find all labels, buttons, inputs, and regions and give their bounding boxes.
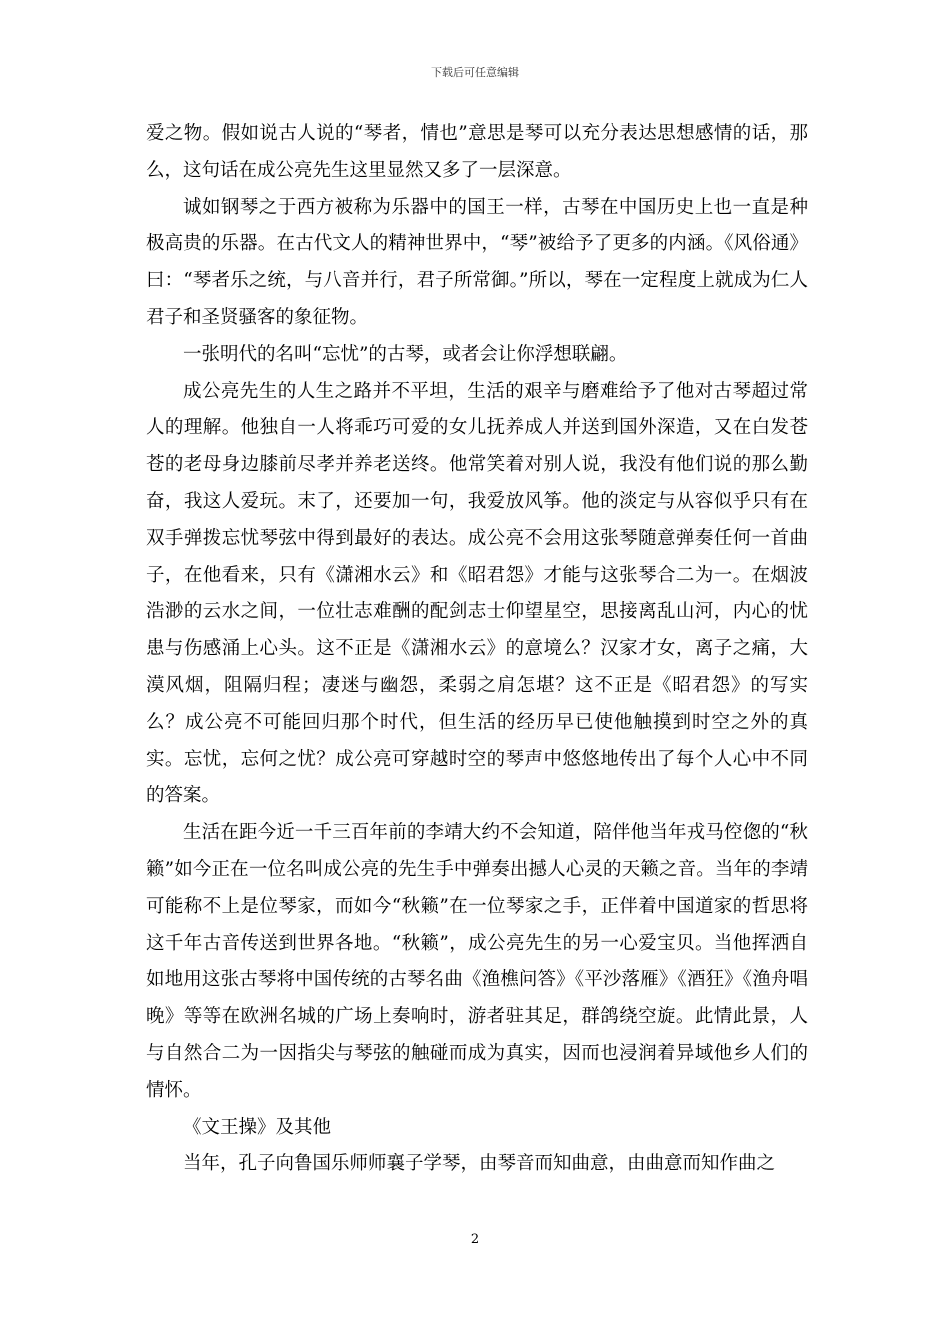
paragraph-6: 当年，孔子向鲁国乐师师襄子学琴，由琴音而知曲意，由曲意而知作曲之 bbox=[183, 1153, 776, 1175]
page-header: 下载后可任意编辑 bbox=[431, 66, 519, 79]
paragraph-3: 一张明代的名叫“忘忧”的古琴，或者会让你浮想联翩。 bbox=[183, 343, 628, 365]
paragraph-1: 爱之物。假如说古人说的“琴者，情也”意思是琴可以充分表达思想感情的话，那么，这句话在成公亮先生这里显然又多了一层深意。 bbox=[146, 123, 808, 181]
section-heading: 《文王操》及其他 bbox=[183, 1116, 332, 1138]
document-body bbox=[146, 116, 808, 1183]
paragraph-4: 成公亮先生的人生之路并不平坦，生活的艰辛与磨难给予了他对古琴超过常人的理解。他独自一人将乖巧可爱的女儿抚养成人并送到国外深造，又在白发苍苍的老母身边膝前尽孝并养老送终。他常笑着对别人说，我没有他们说的那么勤奋，我这人爱玩。末了，还要加一句，我爱放风筝。他的淡定与从容似乎只有在双手弹拨忘忧琴弦中得到最好的表达。成公亮不会用这张琴随意弹奏任何一首曲子，在他看来，只有《潇湘水云》和《昭君怨》才能与这张琴合二为一。在烟波浩渺的云水之间，一位壮志难酬的配剑志士仰望星空，思接离乱山河，内心的忧患与伤感涌上心头。这不正是《潇湘水云》的意境么？汉家才女，离子之痛，大漠风烟，阻隔归程；凄迷与幽怨，柔弱之肩怎堪？这不正是《昭君怨》的写实么？成公亮不可能回归那个时代，但生活的经历早已使他触摸到时空之外的真实。忘忧，忘何之忧？成公亮可穿越时空的琴声中悠悠地传出了每个人心中不同的答案。 bbox=[146, 380, 808, 807]
paragraph-5: 生活在距今近一千三百年前的李靖大约不会知道，陪伴他当年戎马倥偬的“秋籁”如今正在一位名叫成公亮的先生手中弹奏出撼人心灵的天籁之音。当年的李靖可能称不上是位琴家，而如今“秋籁”在一位琴家之手，正伴着中国道家的哲思将这千年古音传送到世界各地。“秋籁”，成公亮先生的另一心爱宝贝。当他挥洒自如地用这张古琴将中国传统的古琴名曲《渔樵问答》《平沙落雁》《酒狂》《渔舟唱晚》等等在欧洲名城的广场上奏响时，游者驻其足，群鸽绕空旋。此情此景，人与自然合二为一因指尖与琴弦的触碰而成为真实，因而也浸润着异域他乡人们的情怀。 bbox=[146, 822, 808, 1101]
paragraph-2: 诚如钢琴之于西方被称为乐器中的国王一样，古琴在中国历史上也一直是种极高贵的乐器。在古代文人的精神世界中，“琴”被给予了更多的内涵。《风俗通》曰：“琴者乐之统，与八音并行，君子所常御。”所以，琴在一定程度上就成为仁人君子和圣贤骚客的象征物。 bbox=[146, 196, 808, 328]
page-number: 2 bbox=[470, 1232, 480, 1247]
